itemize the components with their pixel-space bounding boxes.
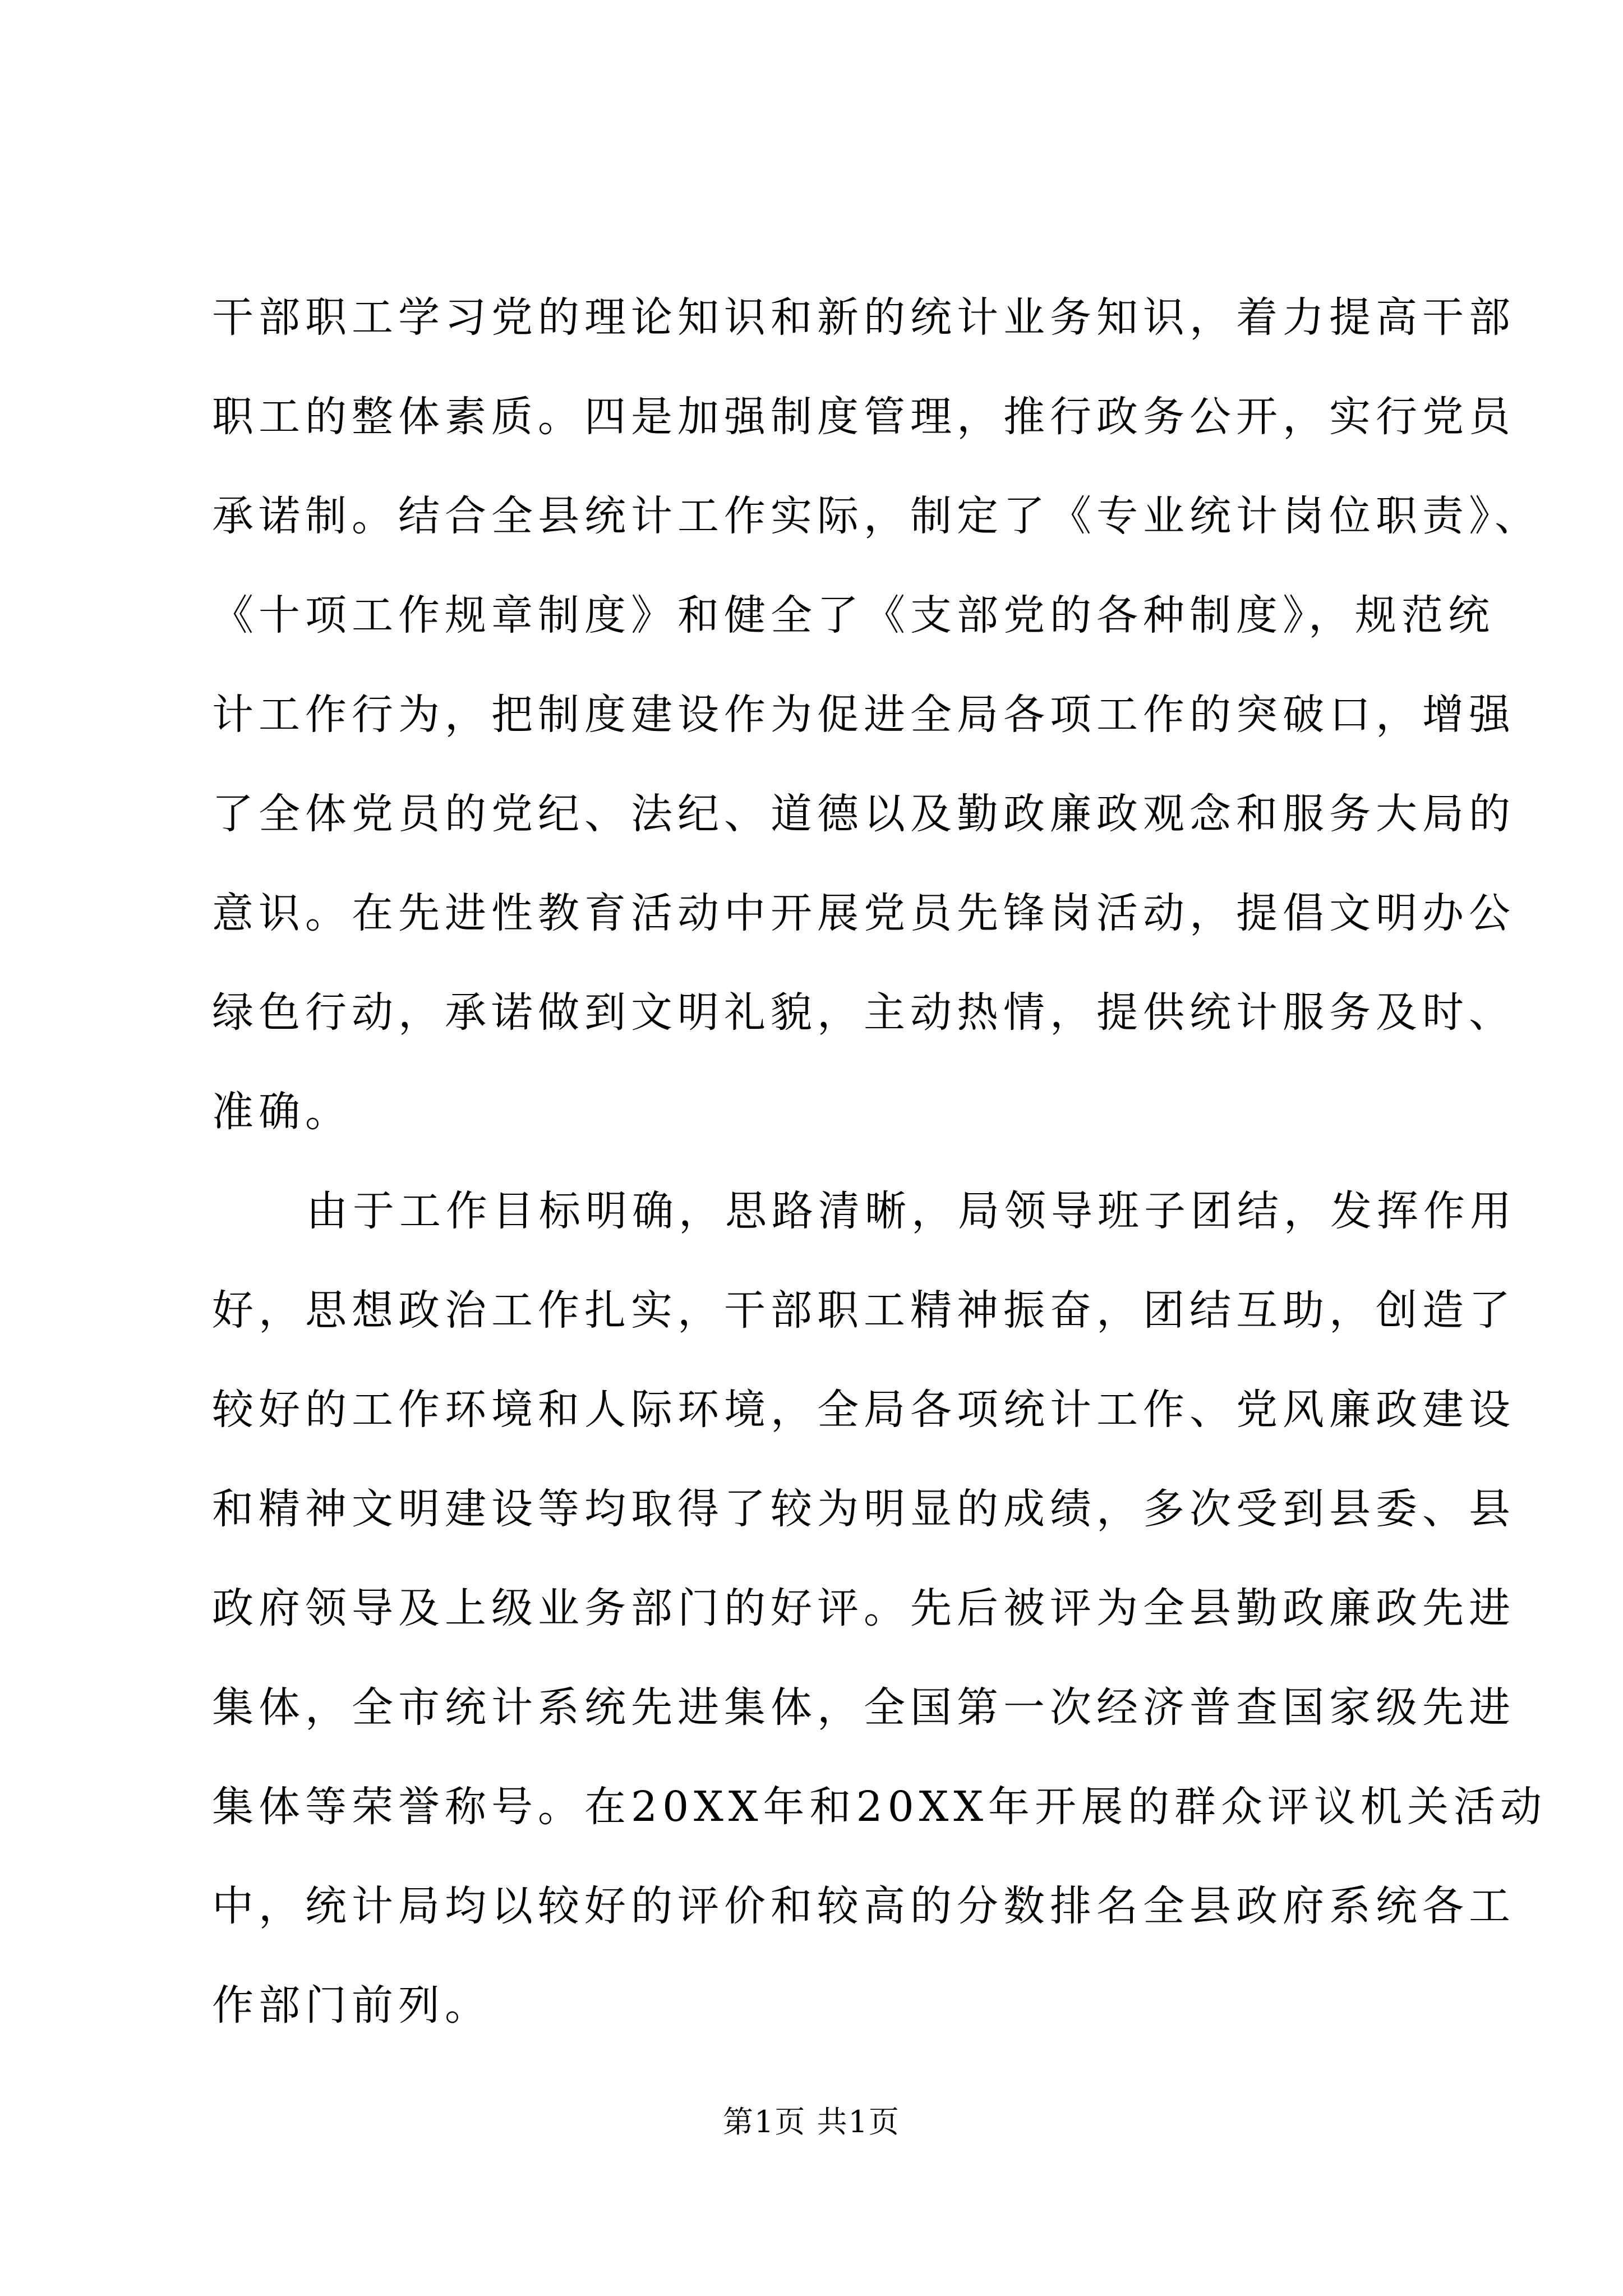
text-line: 计工作行为，把制度建设作为促进全局各项工作的突破口，增强 xyxy=(212,691,1515,739)
page-footer xyxy=(0,2102,1623,2142)
document-body xyxy=(212,268,1547,2055)
text-line: 集体，全市统计系统先进集体，全国第一次经济普查国家级先进 xyxy=(212,1683,1515,1732)
text-line: 作部门前列。 xyxy=(212,1981,491,2030)
text-line: 《十项工作规章制度》和健全了《支部党的各种制度》，规范统 xyxy=(212,591,1495,639)
text-line: 职工的整体素质。四是加强制度管理，推行政务公开，实行党员 xyxy=(212,393,1515,441)
page-indicator: 第1页 共1页 xyxy=(723,2104,900,2139)
text-line: 好，思想政治工作扎实，干部职工精神振奋，团结互助，创造了 xyxy=(212,1286,1515,1335)
text-line: 绿色行动，承诺做到文明礼貌，主动热情，提供统计服务及时、 xyxy=(212,988,1515,1037)
text-line: 承诺制。结合全县统计工作实际，制定了《专业统计岗位职责》、 xyxy=(212,492,1541,540)
paragraph-first-line: 由于工作目标明确，思路清晰，局领导班子团结，发挥作用 xyxy=(306,1187,1516,1235)
text-line: 集体等荣誉称号。在20XX年和20XX年开展的群众评议机关活动 xyxy=(212,1783,1547,1831)
text-line: 准确。 xyxy=(212,1088,352,1136)
text-line: 政府领导及上级业务部门的好评。先后被评为全县勤政廉政先进 xyxy=(212,1584,1515,1632)
text-line: 意识。在先进性教育活动中开展党员先锋岗活动，提倡文明办公 xyxy=(212,889,1515,937)
text-line: 干部职工学习党的理论知识和新的统计业务知识，着力提高干部 xyxy=(212,293,1515,342)
text-line: 和精神文明建设等均取得了较为明显的成绩，多次受到县委、县 xyxy=(212,1485,1515,1533)
text-line: 中，统计局均以较好的评价和较高的分数排名全县政府系统各工 xyxy=(212,1882,1515,1930)
text-line: 较好的工作环境和人际环境，全局各项统计工作、党风廉政建设 xyxy=(212,1386,1515,1434)
text-line: 了全体党员的党纪、法纪、道德以及勤政廉政观念和服务大局的 xyxy=(212,790,1515,838)
